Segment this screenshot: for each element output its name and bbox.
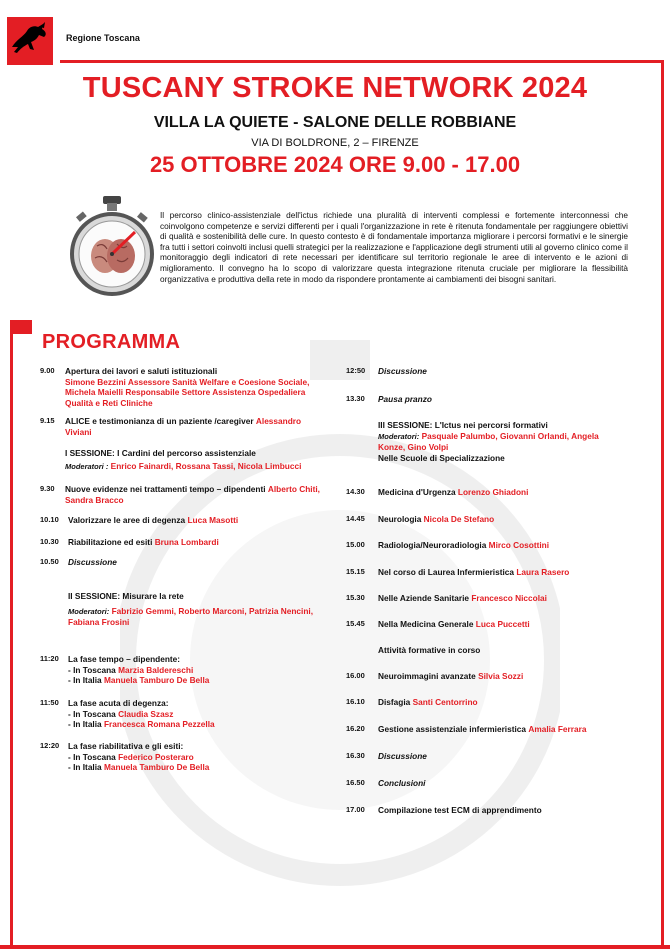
item-title: Discussione bbox=[68, 557, 117, 567]
event-address: VIA DI BOLDRONE, 2 – FIRENZE bbox=[251, 137, 419, 149]
session-block bbox=[378, 420, 618, 463]
time: 12:20 bbox=[40, 741, 60, 750]
session-block bbox=[68, 591, 328, 628]
speaker: Alessandro Viviani bbox=[65, 416, 302, 437]
label: - In Toscana bbox=[68, 708, 116, 719]
time: 12:50 bbox=[346, 366, 366, 375]
section-marker bbox=[10, 320, 32, 334]
brand-name: Regione Toscana bbox=[66, 33, 140, 43]
speaker: Luca Puccetti bbox=[475, 619, 530, 629]
time: 10.10 bbox=[40, 515, 59, 524]
time: 16.20 bbox=[346, 724, 365, 733]
speaker: Francesco Niccolai bbox=[471, 593, 547, 603]
label: - In Toscana bbox=[68, 664, 116, 675]
time: 15.30 bbox=[346, 593, 365, 602]
moderators: Enrico Fainardi, Rossana Tassi, Nicola Limbucci bbox=[110, 460, 302, 471]
event-venue: VILLA LA QUIETE - SALONE DELLE ROBBIANE bbox=[153, 114, 517, 131]
speaker: Manuela Tamburo De Bella bbox=[103, 762, 210, 772]
time: 14.30 bbox=[346, 487, 365, 496]
frame-bottom-line bbox=[0, 945, 670, 949]
item-title: Nuove evidenze nei trattamenti tempo – dipendenti bbox=[65, 484, 266, 494]
speaker: Silvia Sozzi bbox=[478, 671, 524, 681]
frame-top-line bbox=[60, 60, 664, 63]
speaker: Nicola De Stefano bbox=[423, 514, 495, 524]
frame-right-line bbox=[661, 60, 664, 949]
time: 11:20 bbox=[40, 654, 59, 663]
label: - In Italia bbox=[68, 762, 102, 772]
speaker: Luca Masotti bbox=[187, 515, 239, 525]
session-block bbox=[65, 448, 325, 472]
moderators-label: Moderatori: bbox=[68, 606, 110, 616]
time: 10.30 bbox=[40, 537, 59, 546]
time: 9.30 bbox=[40, 484, 55, 493]
item-title: Nelle Aziende Sanitarie bbox=[378, 593, 469, 603]
speaker: Mirco Cosottini bbox=[488, 540, 550, 550]
speaker: Bruna Lombardi bbox=[154, 537, 219, 547]
frame-left-line bbox=[10, 332, 13, 949]
item-title: Nel corso di Laurea Infermieristica bbox=[378, 567, 515, 577]
item-title: Discussione bbox=[378, 366, 427, 376]
label: - In Italia bbox=[68, 719, 102, 729]
time: 16.50 bbox=[346, 778, 365, 787]
time: 16.10 bbox=[346, 697, 365, 706]
item-title: Pausa pranzo bbox=[378, 394, 432, 404]
item-title: Conclusioni bbox=[378, 778, 426, 788]
speaker: Amalia Ferrara bbox=[528, 724, 587, 734]
time: 17.00 bbox=[346, 805, 365, 814]
item-title: Radiologia/Neuroradiologia bbox=[378, 540, 487, 550]
stopwatch-brain-icon bbox=[67, 194, 157, 304]
moderators: Pasquale Palumbo, Giovanni Orlandi, Angela Konze, Gino Volpi bbox=[378, 430, 599, 452]
session-title: I SESSIONE: I Cardini del percorso assistenziale bbox=[65, 448, 256, 458]
item-title: Medicina d'Urgenza bbox=[378, 487, 456, 497]
time: 15.00 bbox=[346, 540, 365, 549]
speaker: Marzia Baldereschi bbox=[118, 664, 194, 675]
time: 15.15 bbox=[346, 567, 365, 576]
speaker: Santi Centorrino bbox=[412, 697, 478, 707]
item-title: Valorizzare le aree di degenza bbox=[68, 515, 186, 525]
speaker: Francesca Romana Pezzella bbox=[103, 719, 215, 729]
item-title: Apertura dei lavori e saluti istituzionali bbox=[65, 366, 218, 376]
speaker: Claudia Szasz bbox=[118, 708, 174, 719]
time: 9.15 bbox=[40, 416, 55, 425]
session-title: II SESSIONE: Misurare la rete bbox=[68, 591, 184, 601]
item-title: Disfagia bbox=[378, 697, 411, 707]
regione-toscana-logo bbox=[7, 17, 53, 65]
time: 16.30 bbox=[346, 751, 365, 760]
item-title: La fase tempo – dipendente: bbox=[68, 654, 181, 664]
event-title: TUSCANY STROKE NETWORK 2024 bbox=[82, 72, 588, 104]
event-date: 25 OTTOBRE 2024 ORE 9.00 - 17.00 bbox=[149, 152, 521, 177]
speaker: Federico Posteraro bbox=[118, 751, 194, 762]
speaker: Manuela Tamburo De Bella bbox=[103, 675, 210, 685]
item-title: La fase acuta di degenza: bbox=[68, 698, 169, 708]
time: 13.30 bbox=[346, 394, 365, 403]
item-title: Nella Medicina Generale bbox=[378, 619, 474, 629]
time: 9.00 bbox=[40, 366, 55, 375]
moderators-label: Moderatori : bbox=[65, 461, 109, 471]
item-title: Discussione bbox=[378, 751, 427, 761]
programma-heading: PROGRAMMA bbox=[42, 331, 181, 353]
subsection-title bbox=[378, 645, 618, 656]
item-title: Gestione assistenziale infermieristica bbox=[378, 724, 527, 734]
speaker: Laura Rasero bbox=[516, 567, 570, 577]
session-title: III SESSIONE: L'Ictus nei percorsi formativi bbox=[378, 420, 548, 430]
moderators-label: Moderatori: bbox=[378, 431, 420, 441]
subsection-title: Nelle Scuole di Specializzazione bbox=[378, 452, 505, 463]
item-title: Attività formative in corso bbox=[378, 645, 481, 655]
time: 14.45 bbox=[346, 514, 365, 523]
item-title: Riabilitazione ed esiti bbox=[68, 537, 153, 547]
speaker: Alberto Chiti, Sandra Bracco bbox=[65, 484, 320, 505]
item-title: Neurologia bbox=[378, 514, 422, 524]
item-title: Neuroimmagini avanzate bbox=[378, 671, 476, 681]
speaker: Lorenzo Ghiadoni bbox=[457, 487, 529, 497]
time: 15.45 bbox=[346, 619, 365, 628]
time: 16.00 bbox=[346, 671, 365, 680]
intro-paragraph: Il percorso clinico-assistenziale dell'ictus richiede una pluralità di interventi complessi e fortemente interconnessi che coinvolgono competenze e servizi differenti per i quali l'organizzazione in rete è ritenuta fondamentale per raggiungere obiettivi di qualità e sostenibilità delle cure. In questo contesto è di fondamentale importanza migliorare i percorsi formativi e le sinergie fra tutti i settori coinvolti inclusi quelli strategici per la realizzazione e l'applicazione degli strumenti utili al governo clinico come il monitoraggio degli indicatori di rete necessari per identificare sul territorio regionale le aree di intervento e le azioni di miglioramento. Il convegno ha lo scopo di valorizzare questa integrazione ritenuta cruciale per migliorare la flessibilità organizzativa e produttiva della rete in modo da rispondere prontamente ai cambiamenti dei bisogni sanitari. bbox=[160, 210, 628, 284]
label: - In Italia bbox=[68, 675, 102, 685]
speakers: Simone Bezzini Assessore Sanità Welfare e Coesione Sociale, Michela Maielli Responsabile Settore Assistenza Ospedaliera Qualità e Reti Cliniche bbox=[65, 376, 310, 408]
time: 10.50 bbox=[40, 557, 59, 566]
label: - In Toscana bbox=[68, 751, 116, 762]
item-title: ALICE e testimonianza di un paziente /caregiver bbox=[65, 416, 254, 426]
item-title: La fase riabilitativa e gli esiti: bbox=[68, 741, 184, 751]
time: 11:50 bbox=[40, 698, 59, 707]
item-title: Compilazione test ECM di apprendimento bbox=[378, 805, 542, 815]
moderators: Fabrizio Gemmi, Roberto Marconi, Patrizia Nencini, Fabiana Frosini bbox=[68, 605, 314, 627]
